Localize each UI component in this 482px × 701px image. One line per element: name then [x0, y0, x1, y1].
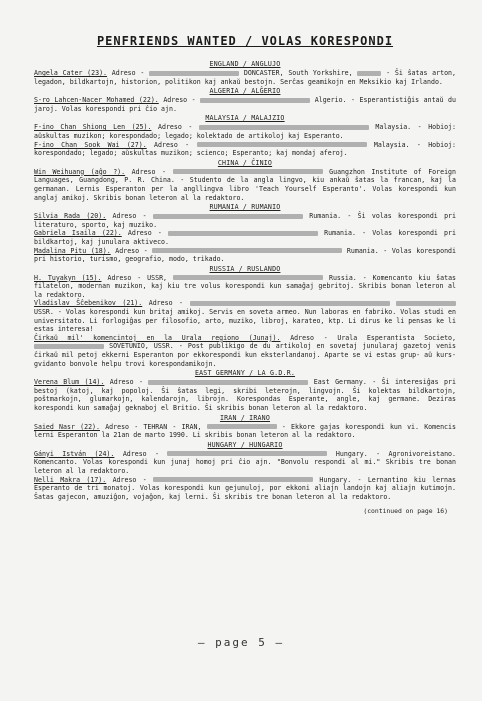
section-heading-rumania: RUMANIA / RUMANIO: [209, 203, 281, 212]
entry-name: Nelli Makra (17).: [34, 475, 107, 484]
section-heading-england: ENGLAND / ANGLUJO: [209, 60, 281, 68]
entry-name: Win Weihuang (aĝo ?).: [34, 167, 126, 176]
page-title: PENFRIENDS WANTED / VOLAS KORESPONDI: [96, 34, 394, 48]
page-number: — page 5 —: [197, 636, 285, 649]
redaction-bar: [149, 71, 239, 76]
redaction-bar: [153, 477, 313, 482]
entry-text: Adreso -: [163, 96, 196, 105]
continued-note: (continued on page 16): [363, 507, 448, 516]
entry-weihuang: [34, 168, 456, 202]
section-heading-east-germany: EAST GERMANY / LA G.D.R.: [194, 369, 296, 378]
entry-name: Gabriela Isaila (22).: [34, 229, 122, 238]
entry-text: Russia. - Komencanto kiu ŝatas filatelon, modernan muzikon, kaj kiu tre volus korespondi kun samaĝaj gebritoj. Skribis bonan leteron al la redaktoro.: [34, 273, 457, 299]
redaction-bar: [152, 248, 342, 253]
entry-makra: [34, 476, 456, 502]
redaction-bar: [190, 301, 390, 306]
entry-name: Madalina Pitu (18).: [34, 246, 111, 255]
entry-scebenikov: [34, 299, 456, 333]
entry-istvan: [34, 450, 456, 476]
entry-name: F-ino Chan Sook Wai (27).: [34, 140, 147, 149]
entry-text: Hungary. - Lernantino kiu lernas Esperanto de tri monatoj. Volas korespondi kun gejunuloj, por ekkoni aliajn landojn kaj aliajn kutimojn. Ŝatas gajecon, amuziĝon, vojaĝon, kaj lerni. Ŝi skribis tre bonan leteron al la redaktoro.: [34, 475, 456, 501]
entry-text: - Ekkore gajas korespondi kun vi. Komencis lerni Esperanton la 21an de marto 1990. Li skribis bonan leteron al la redaktoro.: [34, 422, 456, 440]
redaction-bar: [199, 125, 369, 130]
entry-text: Guangzhon Institute of Foreign Languages, Guangdong, P. R. China. - Studento de la angla lingvo, kiu ankaŭ ŝatas la francan, kaj la germanan. Lernis Esperanton per la angllingva libro 'Teach Yourself Esperanto'. Volas korespondi kun anglaj amikoj. Skribis bonan leteron al la redaktoro.: [34, 167, 456, 202]
redaction-bar: [357, 71, 381, 76]
entry-text: Rumania. - Volas korespondi pri historio, turismo, geografio, modo, trikado.: [34, 246, 456, 264]
entry-name: Verena Blum (14).: [34, 378, 105, 387]
entry-name: Angela Cater (23).: [34, 69, 108, 77]
section-heading-iran: IRAN / IRANO: [219, 413, 271, 422]
entry-text: Adreso -: [111, 69, 145, 77]
entry-text: Adreso -: [158, 123, 193, 132]
section-heading-china: CHINA / ĈINIO: [217, 158, 273, 167]
entry-isaila: [34, 229, 456, 246]
entry-blum: [34, 378, 456, 412]
section-heading-hungary: HUNGARY / HUNGARIO: [207, 440, 283, 449]
entry-text: Adreso -: [109, 378, 143, 387]
redaction-bar: [34, 344, 104, 349]
section-heading-malaysia: MALAYSIA / MALAJZIO: [205, 114, 285, 123]
entry-text: Malaysia. - Hobioj: aŭskultas muzikon; korespondado; legado; kolektado de artikoloj kaj Esperanto.: [34, 123, 456, 140]
redaction-bar: [168, 231, 318, 236]
redaction-bar: [200, 98, 310, 103]
entry-text: Adreso - USSR,: [107, 273, 168, 282]
entry-text: Algerio. - Esperantistiĝis antaŭ du jaroj. Volas korespondi pri ĉio ajn.: [34, 96, 456, 113]
entry-tuyakyn: [34, 274, 456, 300]
entry-name: Saied Nasr (22).: [34, 422, 100, 431]
entry-rada: [34, 212, 456, 229]
entry-len: [34, 123, 456, 140]
redaction-bar: [167, 451, 327, 456]
entry-wai: [34, 141, 456, 158]
entry-text: East Germany. - Ŝi interesiĝas pri bestoj (katoj, kaj popoloj. Ŝi ŝatas legi, skribi leterojn, lingvojn. Ŝi kolektas bildkartojn, poŝtmarkojn, glumarkojn, kalendarojn, librojn. Korespondas Esperante, angle, kaj germane. Deziras korespondi kun samaĝaj geknaboj el Britio. Ŝi skribis bonan leteron al la redaktoro.: [34, 378, 456, 412]
entry-name: Silvia Rada (20).: [34, 212, 107, 221]
entry-text: - Ŝi ŝatas arton, legadon, bildkartojn, historion, politikon kaj ankaŭ bestojn. Serĉas geamikojn en Meksikio kaj Irlando.: [34, 69, 456, 86]
entry-nasr: [34, 423, 456, 440]
entry-name: Vladislav Ŝĉebenikov (21).: [34, 299, 143, 308]
redaction-bar: [173, 169, 323, 174]
entry-text: Adreso -: [154, 140, 190, 149]
redaction-bar: [148, 380, 308, 385]
entry-text: Rumania. - Volas korespondi pri bildkartoj, kaj junulara aktiveco.: [34, 229, 456, 246]
entry-pitu: [34, 247, 456, 264]
entry-text: USSR. - Volas korespondi kun britaj amikoj. Servis en soveta armeo. Nun laboras en fabriko. Volas studi en universitato. Li forlogiĝas per filosofio, arto, muziko, libroj, karateo, ktp. Li dirus ke li pensas ke li estas interesa!: [34, 308, 456, 334]
redaction-bar: [153, 214, 303, 219]
entry-text: SOVETUNIO, USSR. - Post publikigo de du artikoloj en sovetaj junularaj gazetoj venis ĉirkaŭ mil petoj ekkerni Esperanton por ekkorespondi kun eksterlandanoj. Aparte se vi estas grup- aŭ kurs- gvidanto bonvole helpu trovi korespondamikojn.: [34, 342, 456, 368]
redaction-bar: [173, 275, 323, 280]
entry-text: Adreso -: [112, 475, 147, 484]
entry-cater: [34, 69, 456, 86]
redaction-bar: [396, 301, 456, 306]
redaction-bar: [197, 142, 367, 147]
entry-text: Hungary. - Agronivoreistano. Komencanto. Volas korespondi kun junaj homoj pri ĉio ajn. "Bonvolu respondi al mi." Skribis tre bonan leteron al la redaktoro.: [34, 449, 456, 475]
entry-text: Adreso -: [122, 449, 160, 458]
entry-text: Adreso -: [127, 229, 162, 238]
entry-name: H. Tuyakyn (15).: [34, 273, 102, 282]
entry-name: F-ino Chan Shiong Len (25).: [34, 123, 152, 132]
entry-urala: [34, 334, 456, 368]
entry-text: Adreso -: [131, 167, 167, 176]
entry-text: Adreso - TEHRAN - IRAN,: [105, 422, 202, 431]
section-heading-russia: RUSSIA / RUSLANDO: [209, 264, 281, 273]
entry-name: Ĉirkaŭ mil' komencintoj en la Urala regiono (Junaj).: [34, 333, 281, 342]
entry-text: Adreso -: [115, 246, 148, 255]
entry-text: Adreso - Urala Esperantista Societo,: [290, 333, 456, 342]
entry-text: Adreso -: [112, 212, 147, 221]
entry-text: Malaysia. - Hobioj: korespondado; legado; aŭskultas muzikon; scienco; Esperanto; kaj mondaj aferoj.: [34, 140, 456, 158]
entry-name: S-ro Lahcen-Nacer Mohamed (22).: [34, 96, 159, 105]
redaction-bar: [207, 424, 277, 429]
entry-text: Rumania. - Ŝi volas korespondi pri literaturo, sporto, kaj muziko.: [34, 212, 456, 229]
entry-text: Adreso -: [148, 299, 184, 308]
entry-mohamed: [34, 96, 456, 113]
entry-text: DONCASTER, South Yorkshire,: [243, 69, 353, 77]
entry-name: Gányi István (24).: [34, 449, 115, 458]
section-heading-algeria: ALGERIA / ALĜERIO: [209, 87, 281, 96]
